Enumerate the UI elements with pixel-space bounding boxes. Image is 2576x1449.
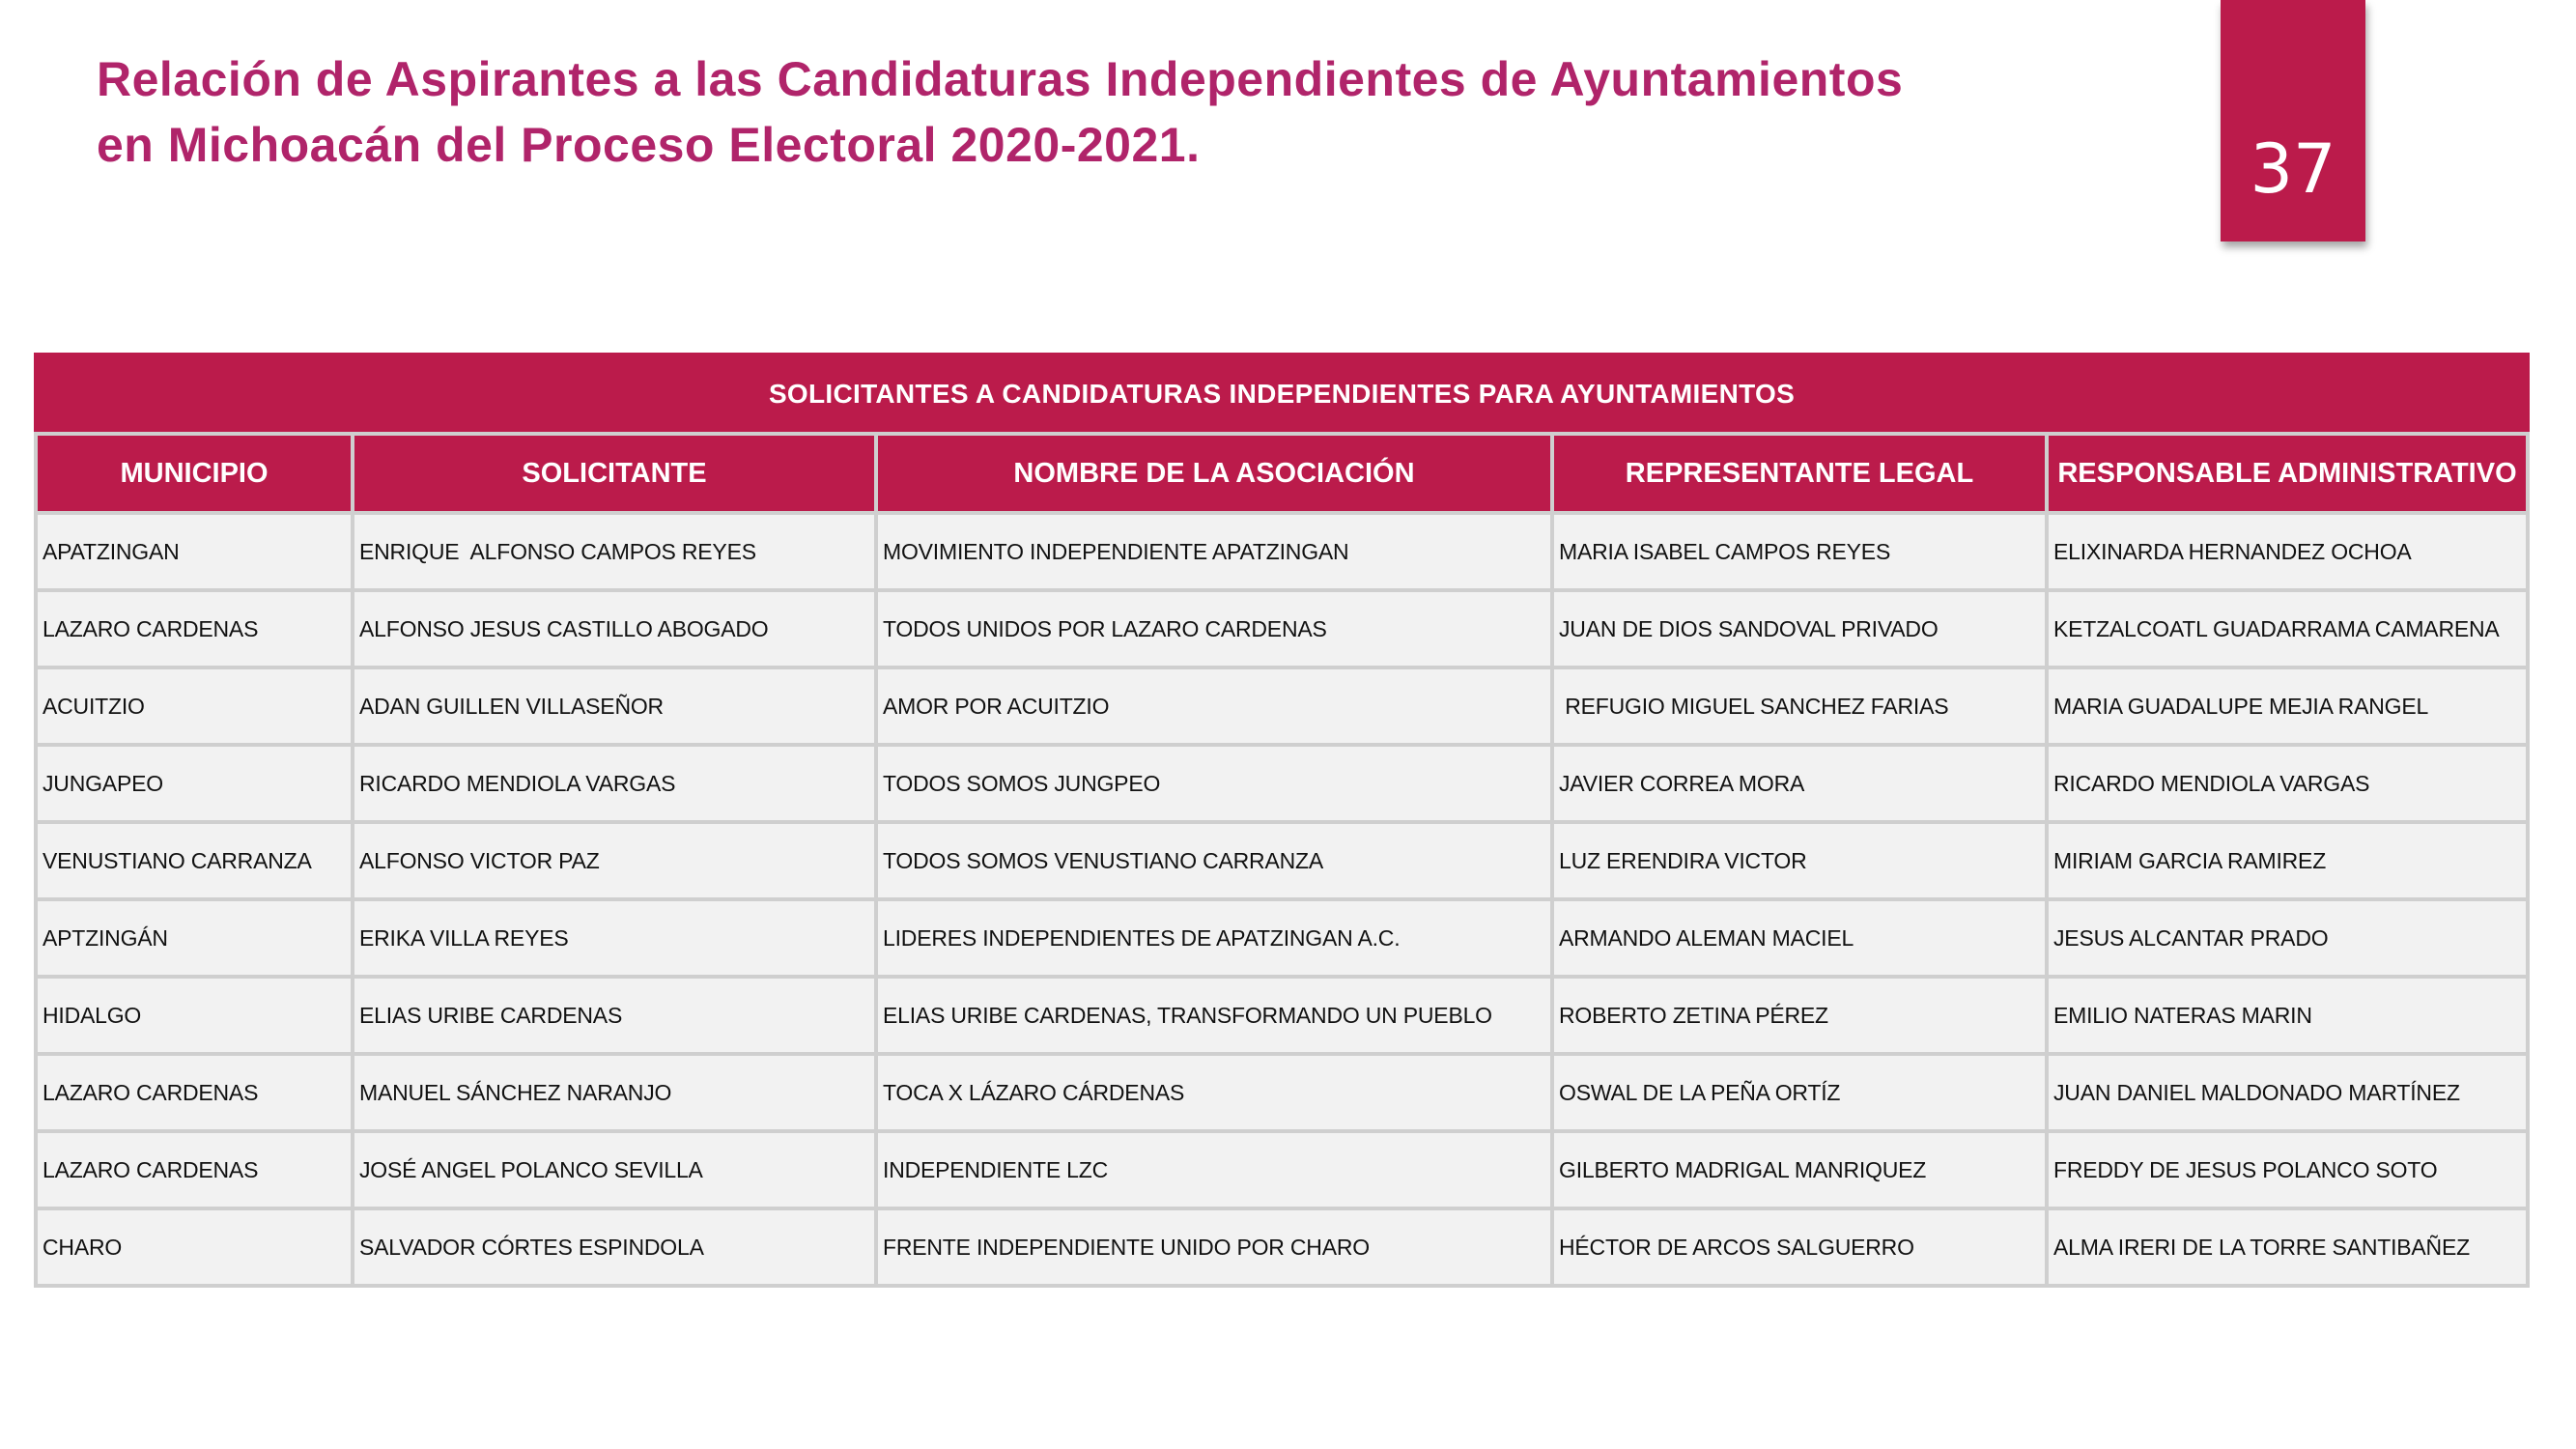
column-header-asociacion: NOMBRE DE LA ASOCIACIÓN — [876, 434, 1552, 513]
cell-asociacion: TODOS SOMOS JUNGPEO — [876, 745, 1552, 822]
cell-representante: HÉCTOR DE ARCOS SALGUERRO — [1552, 1208, 2047, 1286]
table-row — [36, 513, 2528, 590]
cell-representante: JAVIER CORREA MORA — [1552, 745, 2047, 822]
cell-asociacion: ELIAS URIBE CARDENAS, TRANSFORMANDO UN PUEBLO — [876, 977, 1552, 1054]
cell-representante: LUZ ERENDIRA VICTOR — [1552, 822, 2047, 899]
cell-asociacion: FRENTE INDEPENDIENTE UNIDO POR CHARO — [876, 1208, 1552, 1286]
cell-municipio: LAZARO CARDENAS — [36, 1131, 353, 1208]
table-row — [36, 977, 2528, 1054]
cell-responsable: EMILIO NATERAS MARIN — [2047, 977, 2528, 1054]
cell-municipio: APTZINGÁN — [36, 899, 353, 977]
page-title-line-1: Relación de Aspirantes a las Candidaturas Independientes de Ayuntamientos — [97, 52, 1904, 106]
table-row — [36, 668, 2528, 745]
cell-representante: JUAN DE DIOS SANDOVAL PRIVADO — [1552, 590, 2047, 668]
column-header-representante: REPRESENTANTE LEGAL — [1552, 434, 2047, 513]
cell-solicitante: RICARDO MENDIOLA VARGAS — [353, 745, 876, 822]
page-title-line-2: en Michoacán del Proceso Electoral 2020-2021. — [97, 118, 1201, 172]
cell-responsable: RICARDO MENDIOLA VARGAS — [2047, 745, 2528, 822]
cell-responsable: JESUS ALCANTAR PRADO — [2047, 899, 2528, 977]
cell-municipio: JUNGAPEO — [36, 745, 353, 822]
page-number-badge — [2221, 0, 2365, 242]
cell-solicitante: JOSÉ ANGEL POLANCO SEVILLA — [353, 1131, 876, 1208]
cell-representante: ARMANDO ALEMAN MACIEL — [1552, 899, 2047, 977]
column-header-solicitante: SOLICITANTE — [353, 434, 876, 513]
cell-solicitante: ALFONSO VICTOR PAZ — [353, 822, 876, 899]
cell-solicitante: SALVADOR CÓRTES ESPINDOLA — [353, 1208, 876, 1286]
table-header-row — [36, 434, 2528, 513]
cell-solicitante: ERIKA VILLA REYES — [353, 899, 876, 977]
table-banner-row — [36, 355, 2528, 434]
applicants-table — [34, 353, 2530, 1288]
column-header-municipio: MUNICIPIO — [36, 434, 353, 513]
cell-municipio: LAZARO CARDENAS — [36, 590, 353, 668]
cell-responsable: MARIA GUADALUPE MEJIA RANGEL — [2047, 668, 2528, 745]
cell-municipio: LAZARO CARDENAS — [36, 1054, 353, 1131]
cell-asociacion: TODOS UNIDOS POR LAZARO CARDENAS — [876, 590, 1552, 668]
cell-responsable: JUAN DANIEL MALDONADO MARTÍNEZ — [2047, 1054, 2528, 1131]
cell-representante: ROBERTO ZETINA PÉREZ — [1552, 977, 2047, 1054]
page-title — [97, 46, 2173, 178]
cell-representante: MARIA ISABEL CAMPOS REYES — [1552, 513, 2047, 590]
cell-solicitante: MANUEL SÁNCHEZ NARANJO — [353, 1054, 876, 1131]
cell-municipio: CHARO — [36, 1208, 353, 1286]
cell-municipio: ACUITZIO — [36, 668, 353, 745]
column-header-responsable: RESPONSABLE ADMINISTRATIVO — [2047, 434, 2528, 513]
cell-responsable: MIRIAM GARCIA RAMIREZ — [2047, 822, 2528, 899]
applicants-table-container — [34, 353, 2526, 1288]
table-row — [36, 590, 2528, 668]
page-number: 37 — [2250, 129, 2336, 209]
cell-solicitante: ALFONSO JESUS CASTILLO ABOGADO — [353, 590, 876, 668]
cell-asociacion: INDEPENDIENTE LZC — [876, 1131, 1552, 1208]
cell-solicitante: ENRIQUE ALFONSO CAMPOS REYES — [353, 513, 876, 590]
cell-municipio: APATZINGAN — [36, 513, 353, 590]
table-row — [36, 899, 2528, 977]
cell-asociacion: MOVIMIENTO INDEPENDIENTE APATZINGAN — [876, 513, 1552, 590]
cell-asociacion: LIDERES INDEPENDIENTES DE APATZINGAN A.C. — [876, 899, 1552, 977]
cell-asociacion: TODOS SOMOS VENUSTIANO CARRANZA — [876, 822, 1552, 899]
cell-representante: OSWAL DE LA PEÑA ORTÍZ — [1552, 1054, 2047, 1131]
cell-municipio: HIDALGO — [36, 977, 353, 1054]
cell-responsable: FREDDY DE JESUS POLANCO SOTO — [2047, 1131, 2528, 1208]
cell-asociacion: TOCA X LÁZARO CÁRDENAS — [876, 1054, 1552, 1131]
cell-responsable: KETZALCOATL GUADARRAMA CAMARENA — [2047, 590, 2528, 668]
table-row — [36, 1208, 2528, 1286]
cell-asociacion: AMOR POR ACUITZIO — [876, 668, 1552, 745]
table-row — [36, 1054, 2528, 1131]
cell-representante: GILBERTO MADRIGAL MANRIQUEZ — [1552, 1131, 2047, 1208]
cell-solicitante: ELIAS URIBE CARDENAS — [353, 977, 876, 1054]
table-row — [36, 822, 2528, 899]
table-row — [36, 745, 2528, 822]
table-body — [36, 513, 2528, 1286]
cell-municipio: VENUSTIANO CARRANZA — [36, 822, 353, 899]
table-row — [36, 1131, 2528, 1208]
table-banner: SOLICITANTES A CANDIDATURAS INDEPENDIENTES PARA AYUNTAMIENTOS — [36, 355, 2528, 434]
cell-representante: REFUGIO MIGUEL SANCHEZ FARIAS — [1552, 668, 2047, 745]
cell-responsable: ELIXINARDA HERNANDEZ OCHOA — [2047, 513, 2528, 590]
cell-responsable: ALMA IRERI DE LA TORRE SANTIBAÑEZ — [2047, 1208, 2528, 1286]
cell-solicitante: ADAN GUILLEN VILLASEÑOR — [353, 668, 876, 745]
